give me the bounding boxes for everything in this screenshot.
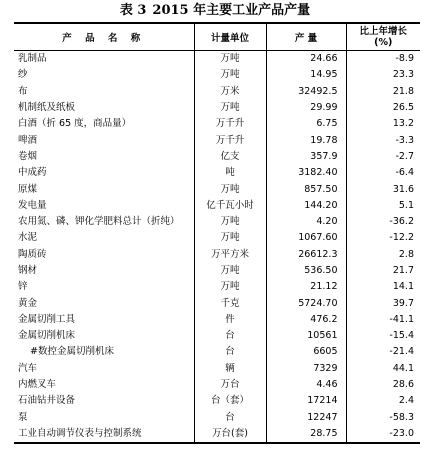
growth-cell: -12.2 [346,230,420,246]
product-name-cell: 汽车 [18,362,38,374]
growth-cell: 14.1 [346,279,420,295]
product-name-cell: 白酒（折 65 度，商品量） [18,118,132,130]
output-cell: 21.12 [266,279,346,295]
output-cell: 4.20 [266,214,346,230]
growth-cell: 31.6 [346,181,420,197]
table-row [14,181,420,197]
product-name-cell: 中成药 [18,167,47,179]
growth-cell: 39.7 [346,295,420,311]
header-growth [346,23,420,51]
growth-cell: 2.8 [346,247,420,263]
table-row [14,279,420,295]
product-name-cell: 金属切削工具 [18,313,76,325]
product-name-cell: 纱 [18,69,28,81]
output-cell: 1067.60 [266,230,346,246]
output-cell: 6.75 [266,116,346,132]
product-name-cell: 水泥 [18,232,38,244]
table-row [14,263,420,279]
growth-cell: 13.2 [346,116,420,132]
growth-cell: -3.3 [346,132,420,148]
output-cell: 857.50 [266,181,346,197]
table-row [14,295,420,311]
unit-cell: 万台(套) [194,426,266,443]
product-name-cell: 泵 [18,411,28,423]
unit-cell: 万吨 [194,100,266,116]
output-cell: 476.2 [266,312,346,328]
output-cell: 3182.40 [266,165,346,181]
header-row [14,23,420,51]
unit-cell: 万米 [194,84,266,100]
header-growth-line2: (%) [374,37,393,48]
product-name-cell: 机制纸及纸板 [18,102,76,114]
output-cell: 12247 [266,410,346,426]
table-row [14,67,420,83]
product-name-cell: 陶质砖 [18,248,47,260]
output-cell: 144.20 [266,198,346,214]
unit-cell: 万吨 [194,279,266,295]
output-cell: 536.50 [266,263,346,279]
growth-cell: -2.7 [346,149,420,165]
header-product: 产 品 名 称 [14,23,194,51]
output-cell: 24.66 [266,51,346,68]
growth-cell: -36.2 [346,214,420,230]
unit-cell: 台 [194,328,266,344]
product-name-cell: 发电量 [18,199,47,211]
table-row [14,84,420,100]
unit-cell: 亿千瓦小时 [194,198,266,214]
product-name-cell: 金属切削机床 [18,330,76,342]
unit-cell: 万吨 [194,51,266,68]
table-row [14,230,420,246]
output-cell: 19.78 [266,132,346,148]
table-row [14,165,420,181]
output-cell: 29.99 [266,100,346,116]
growth-cell: -58.3 [346,410,420,426]
growth-cell: 28.6 [346,377,420,393]
product-name-cell: 啤酒 [18,134,38,146]
industrial-output-table [14,22,420,444]
table-row [14,132,420,148]
growth-cell: 23.3 [346,67,420,83]
unit-cell: 千克 [194,295,266,311]
table-row [14,247,420,263]
product-name-cell: 乳制品 [18,53,47,65]
product-name-cell: 农用氮、磷、钾化学肥料总计（折纯） [18,216,180,228]
unit-cell: 件 [194,312,266,328]
unit-cell: 万千升 [194,132,266,148]
table-row [14,377,420,393]
table-row [14,328,420,344]
header-unit: 计量单位 [194,23,266,51]
unit-cell: 万台 [194,377,266,393]
table-row [14,149,420,165]
growth-cell: 21.7 [346,263,420,279]
unit-cell: 万吨 [194,181,266,197]
table-row [14,361,420,377]
unit-cell: 万平方米 [194,247,266,263]
growth-cell: -6.4 [346,165,420,181]
table-row [14,426,420,443]
output-cell: 14.95 [266,67,346,83]
growth-cell: 2.4 [346,393,420,409]
output-cell: 5724.70 [266,295,346,311]
output-cell: 4.46 [266,377,346,393]
product-name-cell: 钢材 [18,265,38,276]
growth-cell: -8.9 [346,51,420,68]
output-cell: 357.9 [266,149,346,165]
product-name-cell: 石油钻井设备 [18,395,76,407]
unit-cell: 万吨 [194,263,266,279]
unit-cell: 万吨 [194,230,266,246]
output-cell: 28.75 [266,426,346,443]
unit-cell: 辆 [194,361,266,377]
table-row [14,344,420,360]
unit-cell: 万千升 [194,116,266,132]
header-growth-line1: 比上年增长 [359,26,407,37]
unit-cell: 吨 [194,165,266,181]
output-cell: 26612.3 [266,247,346,263]
table-row [14,51,420,68]
table-row [14,214,420,230]
unit-cell: 万吨 [194,214,266,230]
table-row [14,116,420,132]
growth-cell: 44.1 [346,361,420,377]
table-row [14,198,420,214]
product-name-cell: 卷烟 [18,150,38,162]
table-row [14,100,420,116]
product-name-cell: 锌 [18,281,28,293]
unit-cell: 台 [194,344,266,360]
table-row [14,410,420,426]
growth-cell: 5.1 [346,198,420,214]
header-output: 产 量 [266,23,346,51]
output-cell: 10561 [266,328,346,344]
table-row [14,312,420,328]
output-cell: 17214 [266,393,346,409]
growth-cell: -41.1 [346,312,420,328]
output-cell: 7329 [266,361,346,377]
table-title-text: 2015 年主要工业产品产量 [152,3,311,18]
table-number: 表 3 [119,3,147,18]
unit-cell: 亿支 [194,149,266,165]
unit-cell: 台 [194,410,266,426]
growth-cell: 26.5 [346,100,420,116]
product-name-cell: 内燃叉车 [18,379,57,391]
output-cell: 6605 [266,344,346,360]
table-row [14,393,420,409]
product-name-cell: 布 [18,85,28,97]
growth-cell: -21.4 [346,344,420,360]
product-name-cell: 黄金 [18,297,38,309]
table-body [14,51,420,444]
product-name-cell: 原煤 [18,183,38,195]
growth-cell: -23.0 [346,426,420,443]
output-cell: 32492.5 [266,84,346,100]
unit-cell: 台（套） [194,393,266,409]
table-title [0,0,430,22]
product-name-cell: #数控金属切削机床 [30,346,114,358]
growth-cell: 21.8 [346,84,420,100]
product-name-cell: 工业自动调节仪表与控制系统 [14,426,194,443]
growth-cell: -15.4 [346,328,420,344]
unit-cell: 万吨 [194,67,266,83]
